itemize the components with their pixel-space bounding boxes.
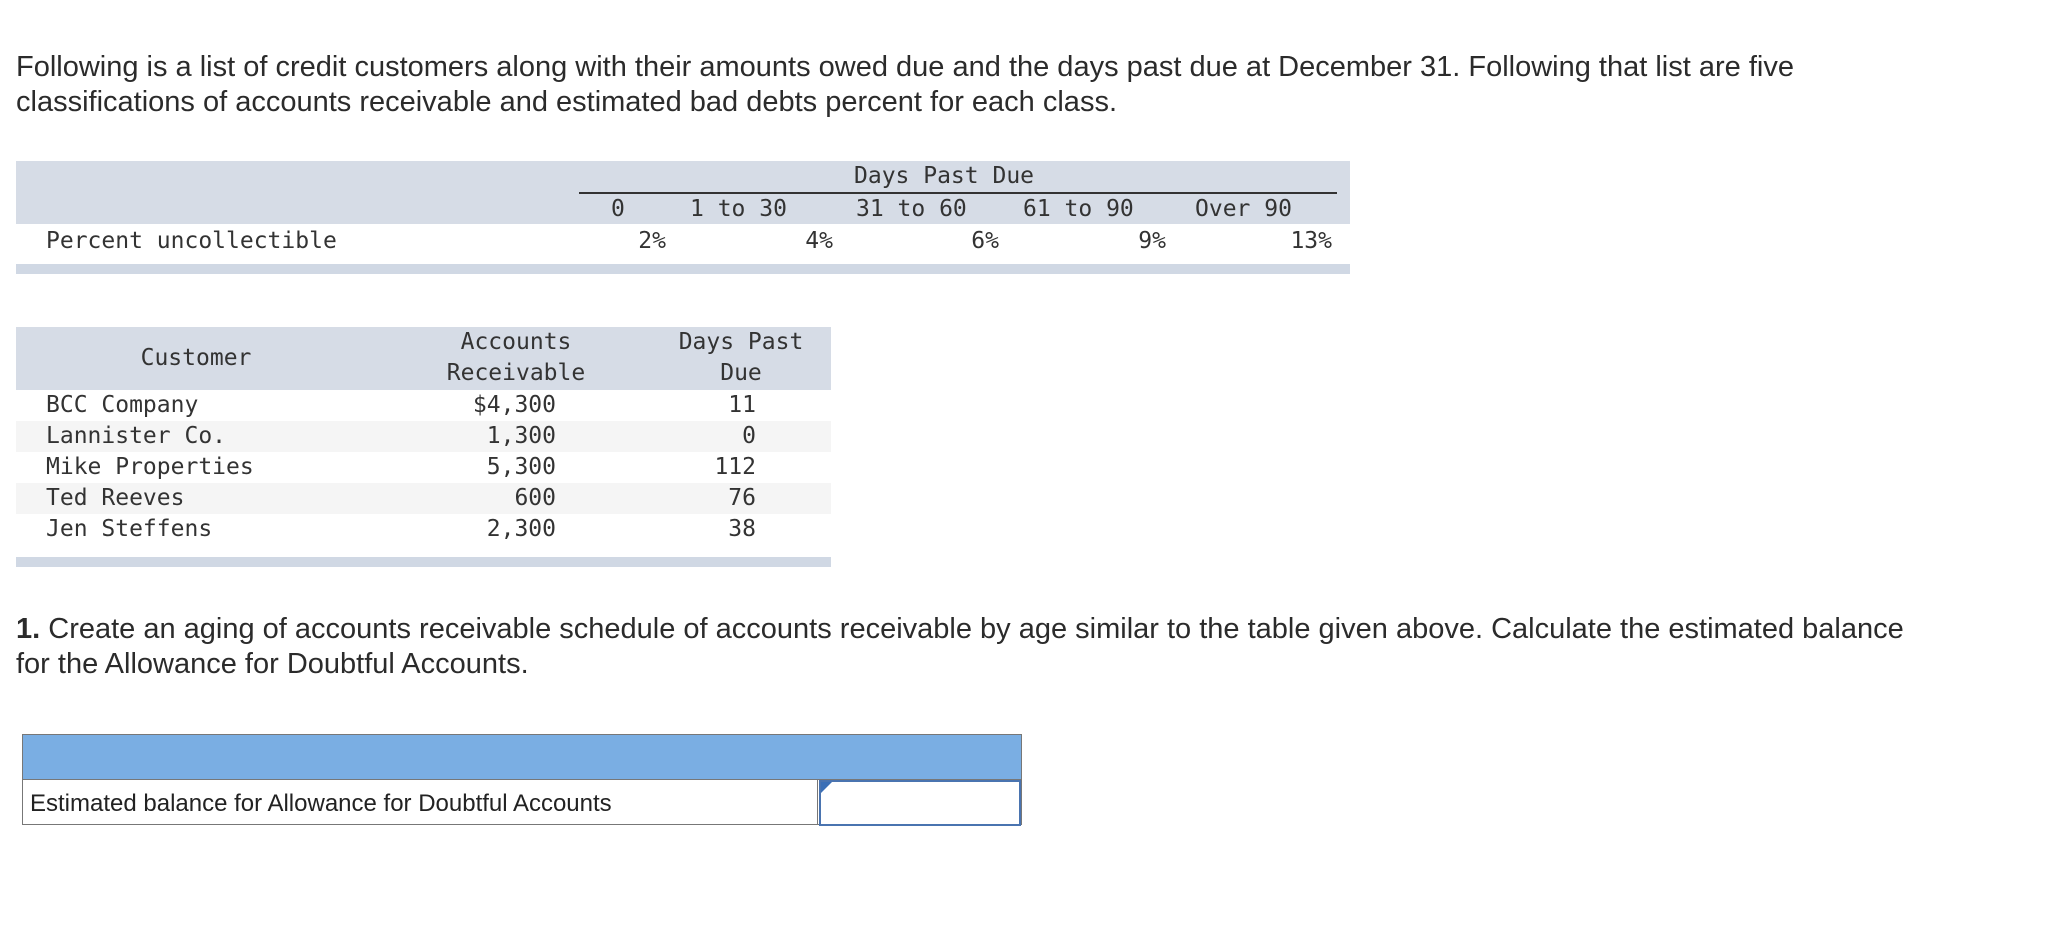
answer-label: Estimated balance for Allowance for Doubtful Accounts (30, 790, 612, 817)
column-header-over-90: Over 90 (1195, 196, 1292, 222)
table-footer-bar (16, 557, 831, 567)
customer-name: Mike Properties (46, 454, 254, 480)
header-rule (579, 192, 1337, 194)
percent-31-60: 6% (971, 228, 999, 254)
percent-row (16, 224, 1350, 254)
header-customer: Customer (140, 345, 252, 371)
percent-0: 2% (638, 228, 666, 254)
row-label: Percent uncollectible (46, 228, 337, 254)
column-header-1-30: 1 to 30 (690, 196, 787, 222)
estimated-balance-cell[interactable] (819, 780, 1021, 826)
table-header (16, 161, 1350, 224)
customer-name: BCC Company (46, 392, 199, 418)
question-text (16, 612, 1916, 682)
header-accounts: Accounts (460, 329, 572, 355)
header-due: Due (720, 360, 762, 386)
customer-amount: 5,300 (486, 454, 556, 480)
percent-uncollectible-table (16, 161, 1350, 274)
table-row (16, 514, 831, 545)
percent-over-90: 13% (1290, 228, 1332, 254)
column-divider (817, 780, 818, 824)
column-header-31-60: 31 to 60 (856, 196, 967, 222)
header-days-past: Days Past (678, 329, 804, 355)
answer-row (23, 780, 1021, 824)
customer-days: 11 (728, 392, 756, 418)
customer-name: Ted Reeves (46, 485, 185, 511)
customer-table (16, 327, 831, 567)
percent-1-30: 4% (805, 228, 833, 254)
table-row (16, 452, 831, 483)
question-body: Create an aging of accounts receivable schedule of accounts receivable by age similar to the table given above. Calculate the estimated balance for the Allowance for Doubtful Accounts. (16, 613, 1904, 680)
input-marker-icon (821, 782, 832, 793)
customer-name: Jen Steffens (46, 516, 213, 542)
customer-days: 38 (728, 516, 756, 542)
estimated-balance-input[interactable] (821, 782, 1019, 824)
column-header-0: 0 (611, 196, 625, 222)
customer-days: 112 (714, 454, 756, 480)
table-row (16, 390, 831, 421)
percent-61-90: 9% (1138, 228, 1166, 254)
customer-amount: 1,300 (486, 423, 556, 449)
table-row (16, 421, 831, 452)
customer-amount: $4,300 (472, 392, 556, 418)
table-footer-bar (16, 264, 1350, 274)
header-receivable: Receivable (446, 360, 586, 386)
answer-table (22, 734, 1022, 825)
intro-text: Following is a list of credit customers along with their amounts owed due and the days past due at December 31. Following that list are five classifications of accounts receivable and estimated bad debts percent for each class. (16, 51, 1794, 118)
customer-table-header (16, 327, 831, 390)
customer-amount: 600 (514, 485, 556, 511)
column-header-61-90: 61 to 90 (1023, 196, 1134, 222)
customer-days: 76 (728, 485, 756, 511)
customer-name: Lannister Co. (46, 423, 227, 449)
customer-amount: 2,300 (486, 516, 556, 542)
answer-table-header (23, 735, 1021, 780)
customer-days: 0 (742, 423, 756, 449)
days-past-due-title: Days Past Due (854, 163, 1035, 189)
table-row (16, 483, 831, 514)
question-number: 1. (16, 613, 41, 645)
